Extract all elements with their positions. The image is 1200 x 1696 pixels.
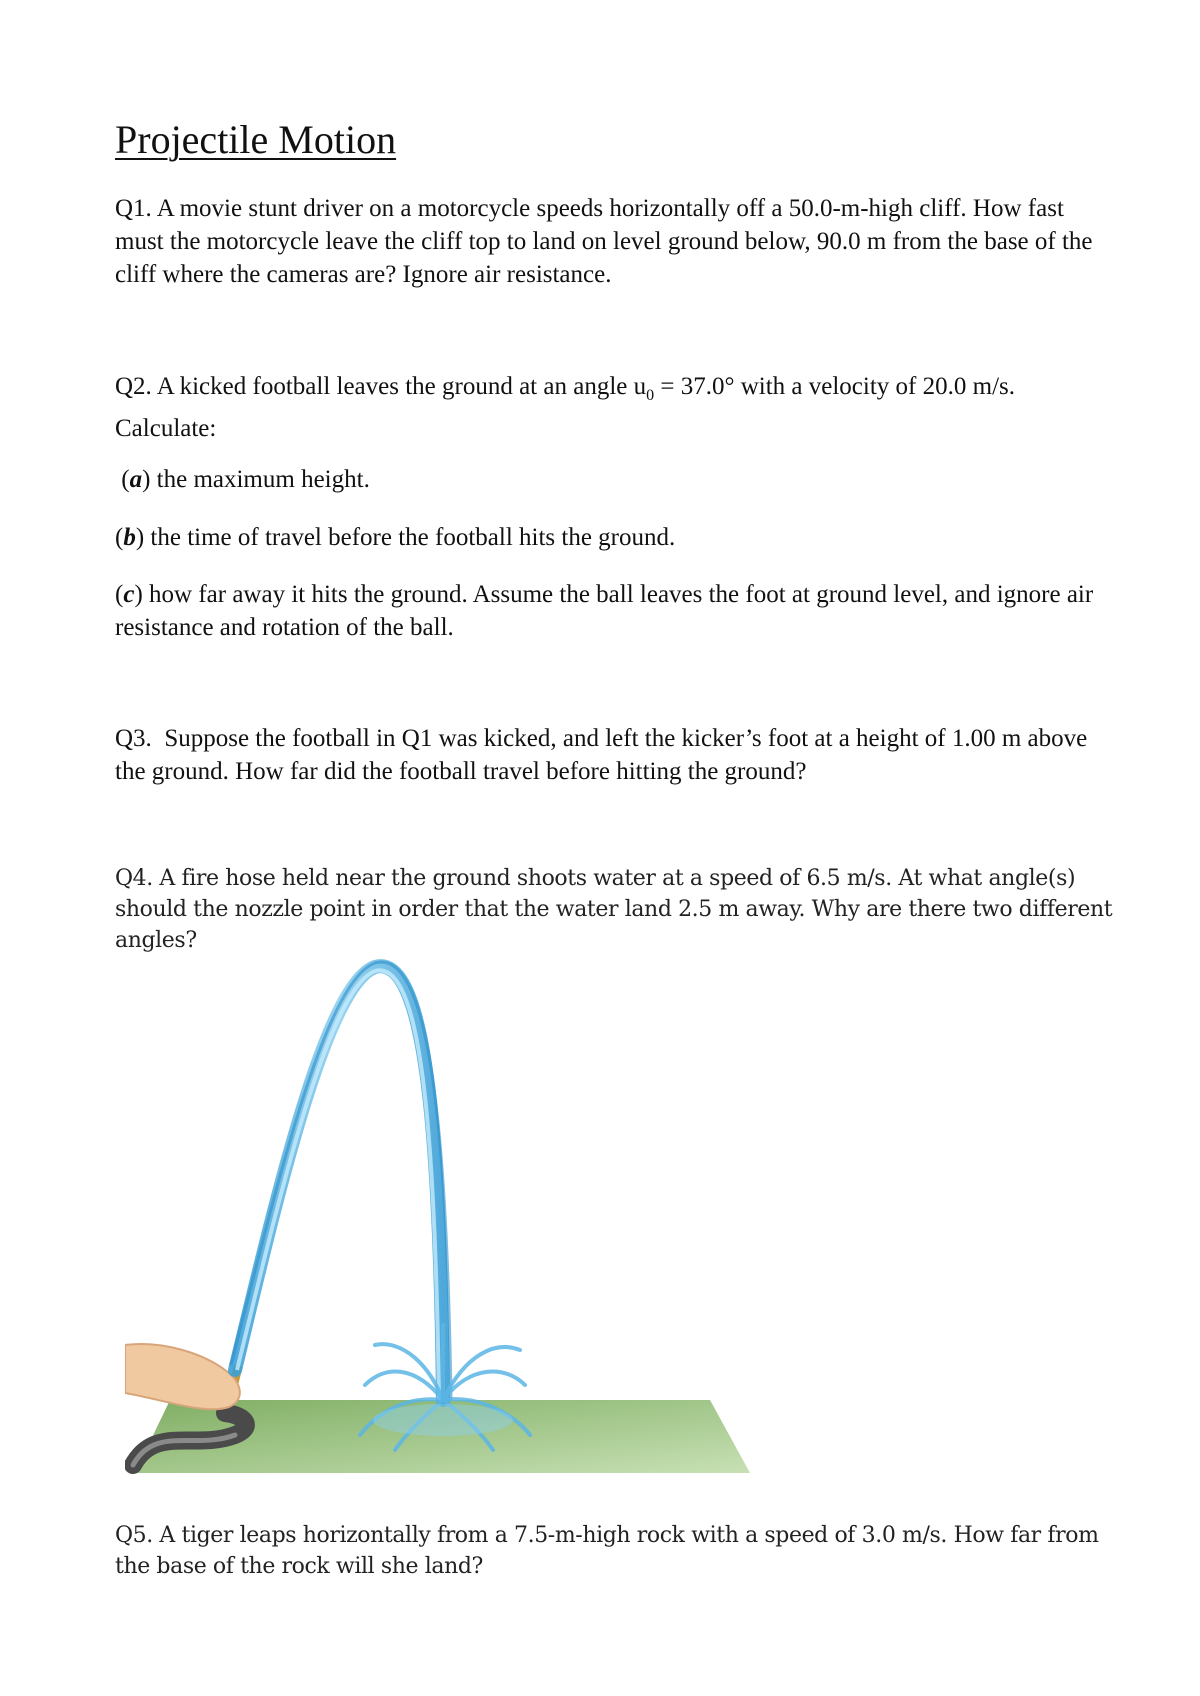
part-b-text: the time of travel before the football hits the ground.: [150, 524, 676, 551]
part-a-letter: a: [129, 466, 143, 493]
question-2-part-a: (a) the maximum height.: [115, 466, 370, 493]
question-3-text: Suppose the football in Q1 was kicked, and left the kicker’s foot at a height of 1.00 m above the ground. How far did the football travel before hitting the ground?: [115, 725, 1088, 785]
page-title: Projectile Motion: [115, 117, 397, 162]
question-4: [115, 863, 1115, 956]
question-2: [115, 370, 1105, 445]
part-c-text: how far away it hits the ground. Assume the ball leaves the foot at ground level, and ignore air resistance and rotation of the ball.: [115, 581, 1094, 641]
question-2-part-c: (c) how far away it hits the ground. Assume the ball leaves the foot at ground level, and ignore air resistance and rotation of the ball.: [115, 581, 1094, 641]
question-3-label: Q3.: [115, 725, 152, 752]
question-2-subscript: 0: [646, 387, 655, 404]
question-1-text: A movie stunt driver on a motorcycle speeds horizontally off a 50.0-m-high cliff. How fast must the motorcycle leave the cliff top to land on level ground below, 90.0 m from the base of the cliff where the cameras are? Ignore air resistance.: [115, 195, 1093, 288]
water-stream: [235, 966, 443, 1400]
question-1-label: Q1.: [115, 195, 152, 222]
fire-hose-water-arc-illustration: [125, 945, 765, 1485]
question-5-label: Q5.: [115, 1523, 153, 1548]
question-5: [115, 1520, 1115, 1582]
question-3: [115, 722, 1105, 788]
question-2-text-after: = 37.0° with a velocity of 20.0 m/s. Calculate:: [115, 373, 1015, 442]
question-4-text: A fire hose held near the ground shoots water at a speed of 6.5 m/s. At what angle(s) should the nozzle point in order that the water land 2.5 m away. Why are there two different angles?: [115, 866, 1113, 953]
question-2-label: Q2.: [115, 373, 152, 400]
question-4-label: Q4.: [115, 866, 153, 891]
question-2-text-before: A kicked football leaves the ground at an angle u: [156, 373, 647, 400]
question-5-text: A tiger leaps horizontally from a 7.5-m-high rock with a speed of 3.0 m/s. How far from the base of the rock will she land?: [115, 1523, 1099, 1579]
fire-hose-figure: [125, 945, 765, 1485]
part-c-letter: c: [123, 581, 135, 608]
part-b-letter: b: [123, 524, 136, 551]
question-1: [115, 192, 1105, 291]
part-a-text: the maximum height.: [156, 466, 370, 493]
question-2-part-b: (b) the time of travel before the football hits the ground.: [115, 524, 676, 551]
hand: [125, 1344, 240, 1409]
